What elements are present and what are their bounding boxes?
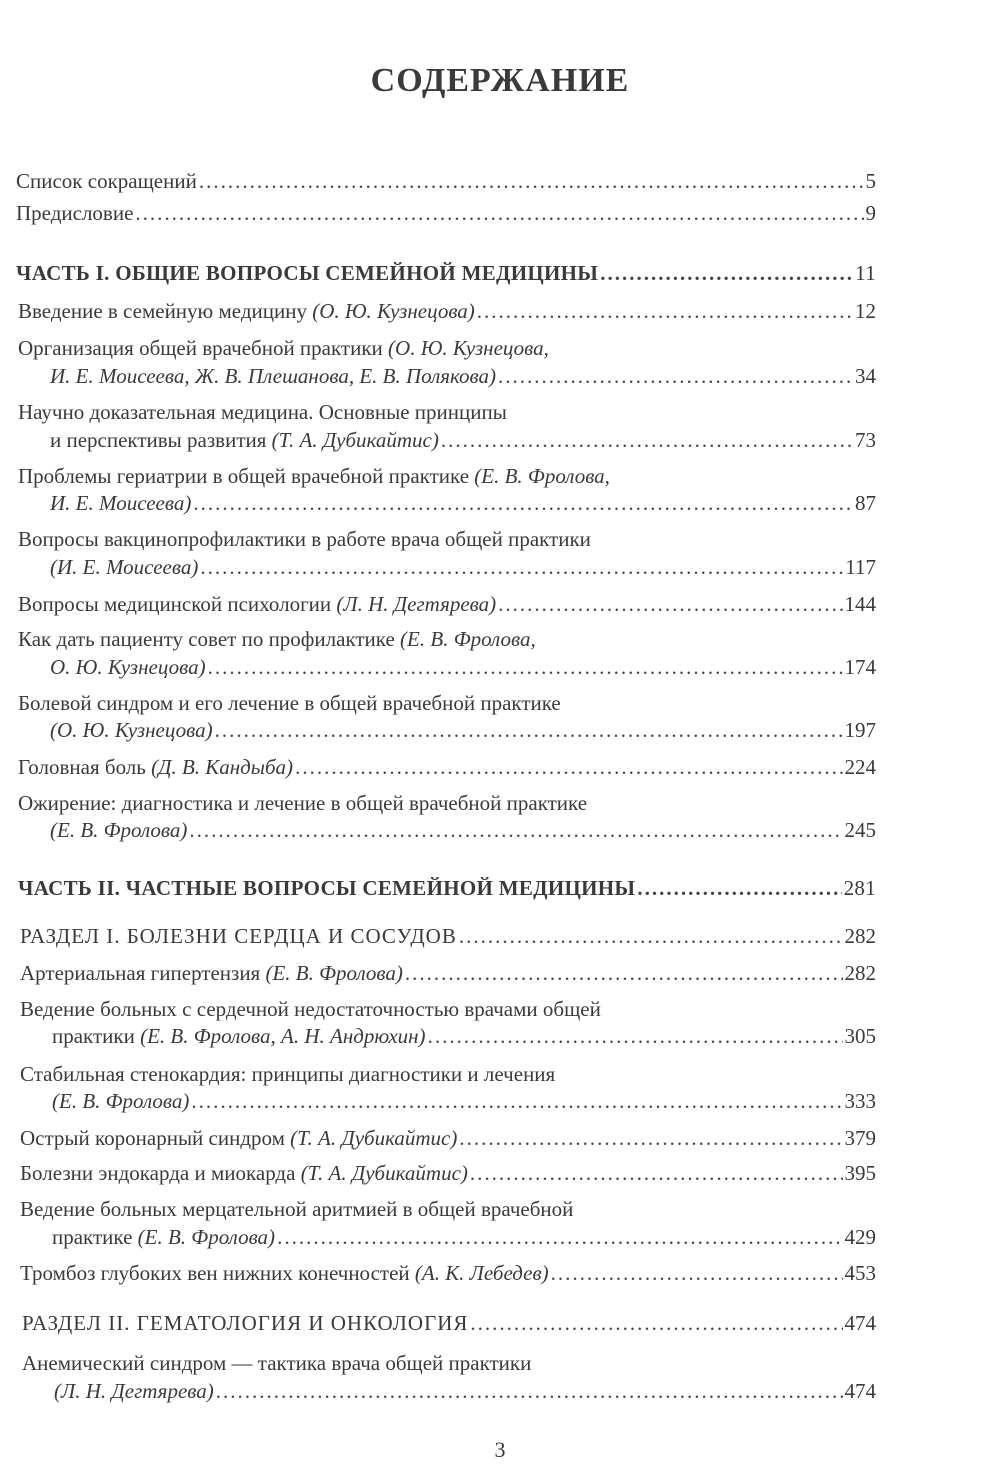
toc-page-number: 73	[855, 428, 876, 452]
toc-entry-author: (Е. В. Фролова,	[400, 627, 536, 651]
toc-entry-author: (И. Е. Моисеева)	[50, 555, 199, 579]
toc-section-title: РАЗДЕЛ I. БОЛЕЗНИ СЕРДЦА И СОСУДОВ	[20, 924, 457, 948]
dot-leader	[637, 875, 841, 901]
toc-entry-title: Научно доказательная медицина. Основные принципы	[18, 400, 507, 424]
dot-leader	[189, 817, 842, 843]
toc-entry-author: (Е. В. Фролова)	[265, 961, 403, 985]
toc-page-number: 429	[844, 1225, 876, 1249]
dot-leader	[459, 923, 843, 949]
toc-entry-author: И. Е. Моисеева)	[50, 491, 192, 515]
toc-entry-title: Вопросы вакцинопрофилактики в работе врача общей практики	[18, 527, 591, 551]
toc-page-number: 453	[844, 1261, 876, 1285]
toc-entry-title: Ведение больных с сердечной недостаточностью врачами общей	[20, 997, 601, 1021]
toc-page-number: 395	[844, 1161, 876, 1185]
toc-entry-author: (Е. В. Фролова)	[50, 818, 188, 842]
toc-entry-title: Проблемы гериатрии в общей врачебной практике (Е. В. Фролова,	[18, 464, 610, 488]
toc-entry-title-cont: практики (Е. В. Фролова, А. Н. Андрюхин)	[52, 1024, 426, 1048]
page-title: СОДЕРЖАНИЕ	[370, 62, 630, 99]
toc-page-number: 87	[855, 491, 876, 515]
toc-page-number: 9	[865, 201, 876, 225]
page-number: 3	[494, 1437, 506, 1462]
toc-entry-title-cont: практике (Е. В. Фролова)	[52, 1225, 276, 1249]
toc-entry-author: (Т. А. Дубикайтис)	[300, 1161, 468, 1185]
dot-leader	[277, 1224, 842, 1250]
dot-leader	[295, 754, 842, 780]
toc-entry-author: (Е. В. Фролова, А. Н. Андрюхин)	[140, 1024, 426, 1048]
toc-page-number: 12	[855, 299, 876, 323]
toc-page-number: 474	[844, 1311, 876, 1335]
toc-entry-title: Список сокращений	[16, 169, 197, 193]
toc-entry-title: Острый коронарный синдром (Т. А. Дубикайтис)	[20, 1126, 458, 1150]
toc-entry-title: Ожирение: диагностика и лечение в общей врачебной практике	[18, 791, 588, 815]
toc-entry-author: (Е. В. Фролова)	[137, 1225, 276, 1249]
toc-entry-author: О. Ю. Кузнецова)	[50, 655, 206, 679]
toc-entry-author: (Д. В. Кандыба)	[151, 755, 294, 779]
toc-page-number: 282	[844, 924, 876, 948]
toc-entry-title: Головная боль (Д. В. Кандыба)	[18, 755, 294, 779]
dot-leader	[477, 298, 853, 324]
toc-entry-title: Предисловие	[16, 201, 134, 225]
toc-entry-title: Артериальная гипертензия (Е. В. Фролова)	[20, 961, 403, 985]
toc-entry-title: Ведение больных мерцательной аритмией в общей врачебной	[20, 1197, 574, 1221]
toc-entry-author: (Е. В. Фролова,	[474, 464, 610, 488]
toc-entry-title: Как дать пациенту совет по профилактике (Е. В. Фролова,	[18, 627, 536, 651]
toc-section-title: РАЗДЕЛ II. ГЕМАТОЛОГИЯ И ОНКОЛОГИЯ	[22, 1311, 469, 1335]
toc-entry-author: (Т. А. Дубикайтис)	[271, 428, 439, 452]
dot-leader	[459, 1125, 842, 1151]
toc-page-number: 11	[855, 261, 876, 285]
toc-page-number: 224	[844, 755, 876, 779]
toc-page-number: 281	[843, 876, 876, 900]
toc-page-number: 197	[844, 718, 876, 742]
toc-page-number: 117	[845, 555, 876, 579]
dot-leader	[135, 200, 863, 226]
toc-page-number: 282	[844, 961, 876, 985]
toc-entry-author: И. Е. Моисеева, Ж. В. Плешанова, Е. В. Полякова)	[50, 364, 497, 388]
toc-entry-title-cont: и перспективы развития (Т. А. Дубикайтис)	[50, 428, 439, 452]
toc-page-number: 144	[844, 592, 876, 616]
toc-page-number: 305	[844, 1024, 876, 1048]
dot-leader	[470, 1310, 842, 1336]
toc-entry-author: (А. К. Лебедев)	[414, 1261, 549, 1285]
toc-page-number: 5	[865, 169, 876, 193]
dot-leader	[470, 1160, 843, 1186]
toc-entry-title: Анемический синдром — тактика врача общей практики	[22, 1351, 532, 1375]
toc-entry-title: Стабильная стенокардия: принципы диагностики и лечения	[20, 1062, 556, 1086]
dot-leader	[191, 1088, 842, 1114]
toc-page-number: 34	[855, 364, 876, 388]
dot-leader	[441, 427, 853, 453]
toc-entry-title: Введение в семейную медицину (О. Ю. Кузнецова)	[18, 299, 475, 323]
dot-leader	[193, 490, 853, 516]
toc-page-number: 245	[844, 818, 876, 842]
dot-leader	[498, 591, 842, 617]
dot-leader	[199, 168, 864, 194]
toc-entry-title: Болевой синдром и его лечение в общей врачебной практике	[18, 691, 561, 715]
toc-entry-author: (Е. В. Фролова)	[52, 1089, 190, 1113]
toc-page-number: 333	[844, 1089, 876, 1113]
dot-leader	[428, 1023, 843, 1049]
toc-part-title: ЧАСТЬ II. ЧАСТНЫЕ ВОПРОСЫ СЕМЕЙНОЙ МЕДИЦИНЫ	[18, 876, 636, 900]
toc-part-title: ЧАСТЬ I. ОБЩИЕ ВОПРОСЫ СЕМЕЙНОЙ МЕДИЦИНЫ	[16, 261, 599, 285]
dot-leader	[216, 1378, 843, 1404]
dot-leader	[600, 260, 853, 286]
toc-entry-title: Вопросы медицинской психологии (Л. Н. Дегтярева)	[18, 592, 497, 616]
toc-entry-author: (О. Ю. Кузнецова)	[50, 718, 213, 742]
dot-leader	[498, 363, 853, 389]
dot-leader	[551, 1260, 843, 1286]
dot-leader	[200, 554, 843, 580]
toc-entry-author: (О. Ю. Кузнецова)	[312, 299, 475, 323]
dot-leader	[215, 717, 843, 743]
toc-entry-title: Тромбоз глубоких вен нижних конечностей (А. К. Лебедев)	[20, 1261, 549, 1285]
toc-page-number: 379	[844, 1126, 876, 1150]
dot-leader	[208, 654, 843, 680]
dot-leader	[405, 960, 843, 986]
toc-entry-author: (Т. А. Дубикайтис)	[290, 1126, 458, 1150]
toc-page-number: 474	[844, 1379, 876, 1403]
toc-entry-title: Организация общей врачебной практики (О. Ю. Кузнецова,	[18, 336, 549, 360]
toc-entry-author: (Л. Н. Дегтярева)	[54, 1379, 214, 1403]
toc-entry-author: (Л. Н. Дегтярева)	[336, 592, 497, 616]
toc-page-number: 174	[844, 655, 876, 679]
toc-entry-title: Болезни эндокарда и миокарда (Т. А. Дубикайтис)	[20, 1161, 468, 1185]
toc-entry-author: (О. Ю. Кузнецова,	[388, 336, 549, 360]
